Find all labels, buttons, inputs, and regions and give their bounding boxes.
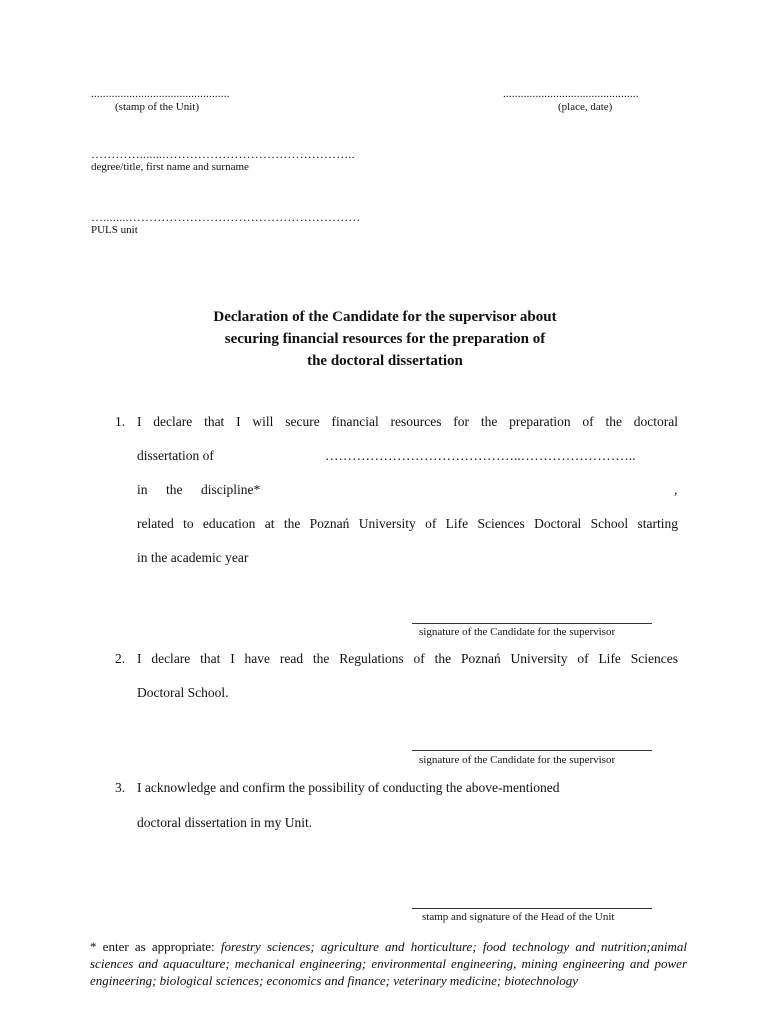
footnote-prefix: * enter as appropriate:: [90, 939, 215, 954]
signature-label-3: stamp and signature of the Head of the Unit: [422, 911, 615, 923]
document-title: [100, 306, 670, 372]
unit-dotted-line: …........…………………………………………………: [91, 210, 361, 224]
item-3-line-2: doctoral dissertation in my Unit.: [137, 815, 313, 830]
item-1-discipline-comma: ,: [674, 482, 678, 497]
title-line-2: securing financial resources for the preparation of: [224, 331, 546, 347]
title-line-3: the doctoral dissertation: [307, 353, 463, 369]
item-1-line-1: I declare that I will secure financial resources for the preparation of the doctoral: [137, 414, 678, 429]
item-1-dissertation-label: dissertation of: [137, 448, 214, 463]
item-1-discipline-label: discipline*: [201, 482, 261, 497]
name-dotted-line: …………........………………………………………..: [91, 147, 355, 161]
item-2-line-1: I declare that I have read the Regulations of the Poznań University of Life Sciences: [137, 651, 678, 666]
item-1-dissertation-dotted-line: ……………………………………..……………………..: [325, 448, 636, 463]
item-3-number: 3.: [115, 780, 126, 795]
stamp-dotted-line: ...............................................: [91, 88, 230, 100]
stamp-label: (stamp of the Unit): [115, 101, 200, 113]
footnote: [90, 938, 687, 989]
signature-line-2: [412, 750, 652, 751]
item-3-line-1: I acknowledge and confirm the possibility of conducting the above-mentioned: [137, 780, 560, 795]
title-line-1: Declaration of the Candidate for the supervisor about: [213, 309, 557, 325]
item-2-number: 2.: [115, 651, 126, 666]
item-1-the-word: the: [166, 482, 183, 497]
item-1-in-word: in: [137, 482, 148, 497]
name-label: degree/title, first name and surname: [91, 161, 249, 173]
place-date-dotted-line: ..............................................: [503, 88, 639, 100]
signature-label-1: signature of the Candidate for the supervisor: [419, 626, 616, 638]
item-1-academic-year: in the academic year: [137, 550, 249, 565]
item-1-number: 1.: [115, 414, 126, 429]
place-date-label: (place, date): [558, 101, 613, 113]
footnote-disciplines: forestry sciences; agriculture and horticulture; food technology and nutrition;animal sciences and aquaculture; mechanical engineering; environmental engineering, mining engineering and power engineering; biological sciences; economics and finance; veterinary medicine; biotechnology: [90, 939, 687, 988]
unit-label: PULS unit: [91, 224, 138, 236]
signature-line-3: [412, 908, 652, 909]
item-2-line-2: Doctoral School.: [137, 685, 229, 700]
signature-label-2: signature of the Candidate for the supervisor: [419, 754, 616, 766]
item-1-line-4: related to education at the Poznań University of Life Sciences Doctoral School starting: [137, 516, 678, 531]
signature-line-1: [412, 623, 652, 624]
